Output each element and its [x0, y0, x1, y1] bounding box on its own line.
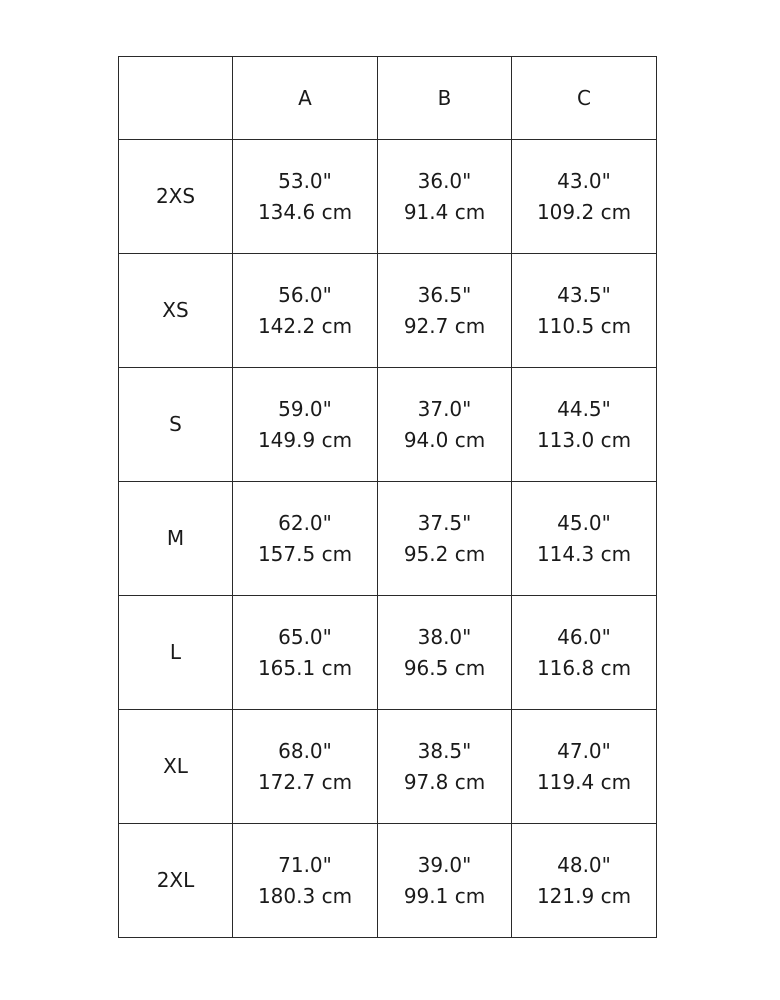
centimeters-value: 99.1 cm [403, 883, 486, 908]
centimeters-value: 119.4 cm [536, 769, 632, 794]
inches-value: 43.0" [557, 168, 611, 193]
centimeters-value: 97.8 cm [403, 769, 486, 794]
header-row [119, 57, 657, 140]
inches-value: 65.0" [278, 624, 332, 649]
centimeters-value: 116.8 cm [536, 655, 632, 680]
centimeters-value: 165.1 cm [257, 655, 353, 680]
measurement-cell-a [233, 710, 378, 824]
centimeters-value: 172.7 cm [257, 769, 353, 794]
measurement-cell-a [233, 254, 378, 368]
measurement-cell-c [512, 140, 657, 254]
measurement-cell-c [512, 482, 657, 596]
row-header-size: XL [119, 710, 233, 824]
centimeters-value: 121.9 cm [536, 883, 632, 908]
centimeters-value: 110.5 cm [536, 313, 632, 338]
centimeters-value: 114.3 cm [536, 541, 632, 566]
inches-value: 39.0" [417, 852, 472, 877]
measurement-cell-c [512, 254, 657, 368]
centimeters-value: 180.3 cm [257, 883, 353, 908]
measurement-cell-a [233, 596, 378, 710]
inches-value: 48.0" [557, 852, 611, 877]
inches-value: 37.0" [417, 396, 472, 421]
centimeters-value: 94.0 cm [403, 427, 486, 452]
row-header-size: 2XL [119, 824, 233, 938]
table-row [119, 254, 657, 368]
measurement-cell-b [378, 596, 512, 710]
table-row [119, 140, 657, 254]
measurement-cell-c [512, 596, 657, 710]
centimeters-value: 157.5 cm [257, 541, 353, 566]
centimeters-value: 95.2 cm [403, 541, 486, 566]
corner-cell [119, 57, 233, 140]
measurement-cell-c [512, 710, 657, 824]
table-body [119, 140, 657, 938]
centimeters-value: 134.6 cm [257, 199, 353, 224]
measurement-cell-b [378, 254, 512, 368]
measurement-cell-a [233, 482, 378, 596]
centimeters-value: 92.7 cm [403, 313, 486, 338]
centimeters-value: 142.2 cm [257, 313, 353, 338]
inches-value: 46.0" [557, 624, 611, 649]
inches-value: 47.0" [557, 738, 611, 763]
inches-value: 38.5" [417, 738, 472, 763]
measurement-cell-a [233, 368, 378, 482]
table-row [119, 482, 657, 596]
inches-value: 59.0" [278, 396, 332, 421]
size-chart-table [118, 56, 657, 938]
inches-value: 62.0" [278, 510, 332, 535]
measurement-cell-c [512, 824, 657, 938]
inches-value: 68.0" [278, 738, 332, 763]
table-row [119, 824, 657, 938]
table-row [119, 368, 657, 482]
measurement-cell-a [233, 824, 378, 938]
inches-value: 45.0" [557, 510, 611, 535]
row-header-size: XS [119, 254, 233, 368]
measurement-cell-b [378, 710, 512, 824]
centimeters-value: 96.5 cm [403, 655, 486, 680]
measurement-cell-b [378, 140, 512, 254]
inches-value: 44.5" [557, 396, 611, 421]
inches-value: 37.5" [417, 510, 472, 535]
column-header-c: C [512, 57, 657, 140]
measurement-cell-c [512, 368, 657, 482]
measurement-cell-b [378, 368, 512, 482]
centimeters-value: 91.4 cm [403, 199, 486, 224]
table-row [119, 710, 657, 824]
row-header-size: 2XS [119, 140, 233, 254]
column-header-b: B [378, 57, 512, 140]
measurement-cell-a [233, 140, 378, 254]
inches-value: 36.0" [417, 168, 472, 193]
inches-value: 71.0" [278, 852, 332, 877]
row-header-size: S [119, 368, 233, 482]
column-header-a: A [233, 57, 378, 140]
row-header-size: M [119, 482, 233, 596]
table-row [119, 596, 657, 710]
inches-value: 36.5" [417, 282, 472, 307]
measurement-cell-b [378, 824, 512, 938]
centimeters-value: 109.2 cm [536, 199, 632, 224]
row-header-size: L [119, 596, 233, 710]
inches-value: 38.0" [417, 624, 472, 649]
centimeters-value: 113.0 cm [536, 427, 632, 452]
inches-value: 56.0" [278, 282, 332, 307]
inches-value: 53.0" [278, 168, 332, 193]
inches-value: 43.5" [557, 282, 611, 307]
measurement-cell-b [378, 482, 512, 596]
centimeters-value: 149.9 cm [257, 427, 353, 452]
